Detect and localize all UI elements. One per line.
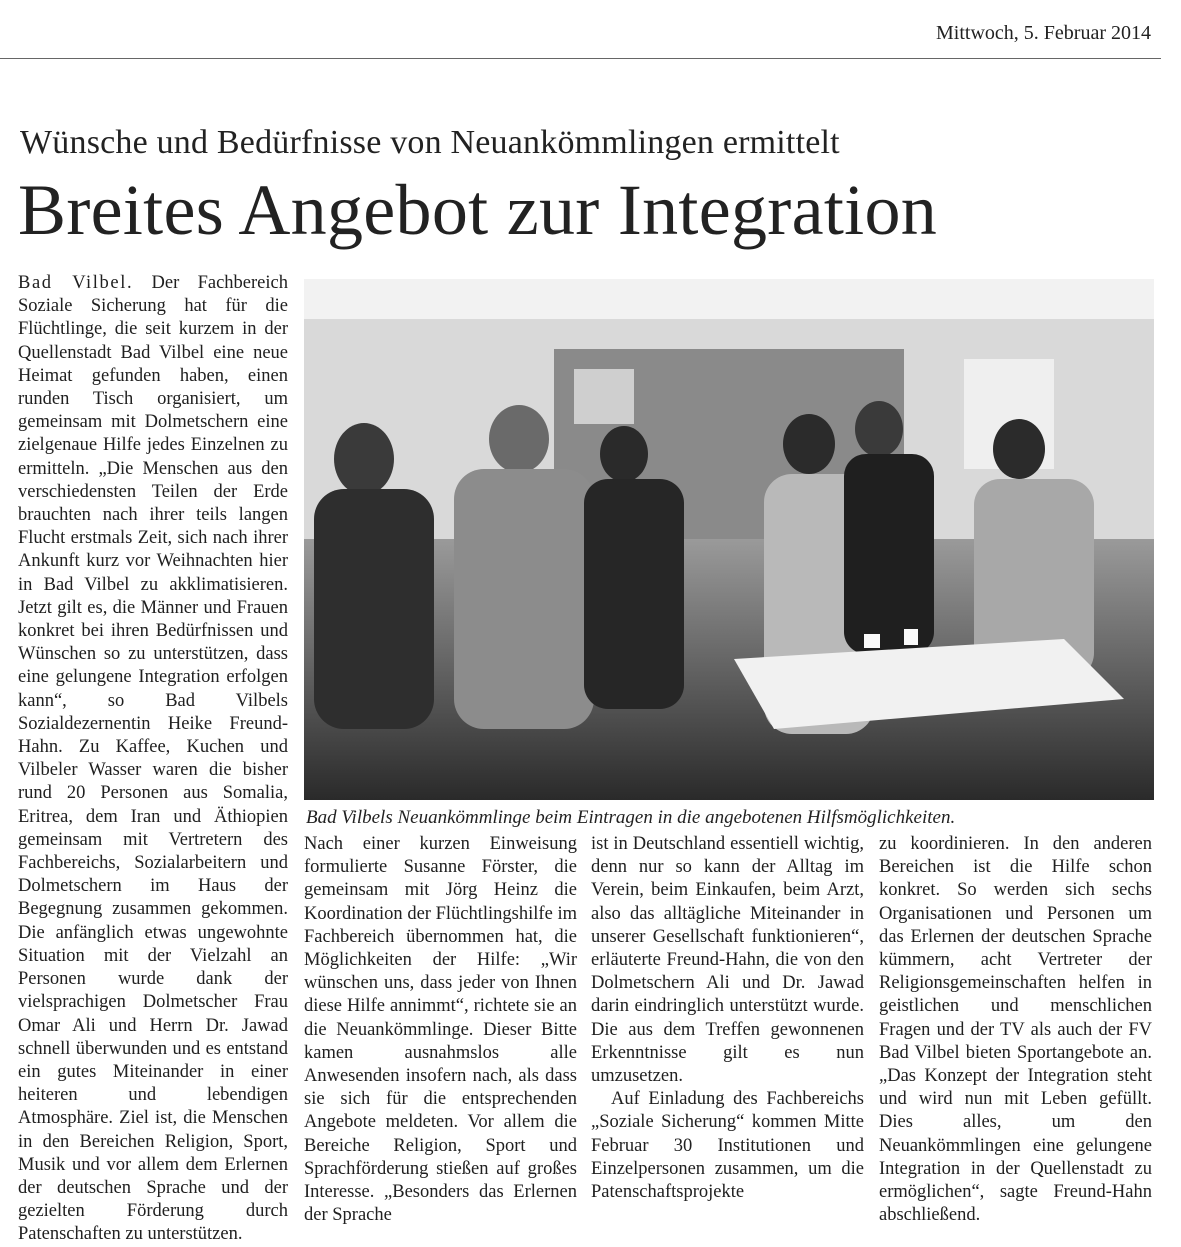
article-headline: Breites Angebot zur Integration <box>18 170 938 250</box>
column-3-text-1: ist in Deutschland essentiell wichtig, denn nur so kann der Alltag im Verein, beim Einkaufen, beim Arzt, also das alltägliche Miteinander in unserer Gesellschaft funktionieren“, erläuterte Freund-Hahn, die von den Dolmetschern Ali und Dr. Jawad darin eindringlich unterstützt wurde. Die aus dem Treffen gewonnenen Erkenntnisse gilt es nun umzusetzen. <box>591 834 864 1087</box>
column-1-text: Der Fachbereich Soziale Sicherung hat für die Flüchtlinge, die seit kurzem in der Quellenstadt Bad Vilbel eine neue Heimat gefunden haben, einen runden Tisch organisiert, um gemeinsam mit Dolmetschern eine zielgenaue Hilfe jedes Einzelnen zu ermitteln. „Die Menschen aus den verschiedensten Teilen der Erde brauchten nach ihrer teils langen Flucht erstmals Zeit, sich nach ihrer Ankunft kurz vor Weihnachten hier in Bad Vilbel zu akklimatisieren. Jetzt gilt es, die Männer und Frauen konkret bei ihren Bedürfnissen und Wünschen so zu unterstützen, dass eine gelungene Integration erfolgen kann“, so Bad Vilbels Sozialdezernentin Heike Freund-Hahn. Zu Kaffee, Kuchen und Vilbeler Wasser waren die bisher rund 20 Personen aus Somalia, Eritrea, dem Iran und Äthiopien gemeinsam mit Vertretern des Fachbereichs, Sozialarbeitern und Dolmetschern im Haus der Begegnung zusammen gekommen. Die anfänglich etwas ungewohnte Situation mit der Vielzahl an Personen wurde dank der vielsprachigen Dolmetscher Frau Omar Ali und Herrn Dr. Jawad schnell überwunden und es entstand ein gutes Miteinander in einer heiteren und lebendigen Atmosphäre. Ziel ist, die Menschen in den Bereichen Religion, Sport, Musik und vor allem dem Erlernen der deutschen Sprache und der gezielten Förderung durch Patenschaften zu unterstützen. <box>18 273 288 1245</box>
photo-caption: Bad Vilbels Neuankömmlinge beim Eintragen in die angebotenen Hilfsmöglichkeiten. <box>306 807 956 828</box>
column-3-text-2: Auf Einladung des Fachbereichs „Soziale Sicherung“ kommen Mitte Februar 30 Institutionen und Einzelpersonen zusammen, um die Patenschaftsprojekte <box>591 1089 864 1203</box>
article-kicker: Wünsche und Bedürfnisse von Neuankömmlingen ermittelt <box>20 124 840 161</box>
page-date: Mittwoch, 5. Februar 2014 <box>936 22 1151 44</box>
article-dateline: Bad Vilbel. <box>18 273 134 293</box>
article-photo <box>304 279 1154 800</box>
article-column-1 <box>18 272 288 1247</box>
column-2-text: Nach einer kurzen Einweisung formulierte Susanne Förster, die gemeinsam mit Jörg Heinz die Koordination der Flüchtlingshilfe im Fachbereich übernommen hat, die Möglichkeiten der Hilfe: „Wir wünschen uns, dass jeder von Ihnen diese Hilfe annimmt“, richtete sie an die Neuankömmlinge. Dieser Bitte kamen ausnahmslos alle Anwesenden insofern nach, als dass sie sich für die entsprechenden Angebote meldeten. Vor allem die Bereiche Religion, Sport und Sprachförderung stießen auf großes Interesse. „Besonders das Erlernen der Sprache <box>304 834 577 1226</box>
article-column-4 <box>879 833 1152 1227</box>
article-column-2 <box>304 833 577 1227</box>
article-column-3 <box>591 833 864 1204</box>
header-rule <box>0 58 1161 59</box>
column-4-text: zu koordinieren. In den anderen Bereichen ist die Hilfe schon konkret. So werden sich sechs Organisationen und Personen um das Erlernen der deutschen Sprache kümmern, acht Vertreter der Religionsgemeinschaften helfen in geistlichen und menschlichen Fragen und der TV als auch der FV Bad Vilbel bieten Sportangebote an. „Das Konzept der Integration steht und wird nun mit Leben gefüllt. Dies alles, um den Neuankömmlingen eine gelungene Integration in der Quellenstadt zu ermöglichen“, sagte Freund-Hahn abschließend. <box>879 834 1152 1226</box>
